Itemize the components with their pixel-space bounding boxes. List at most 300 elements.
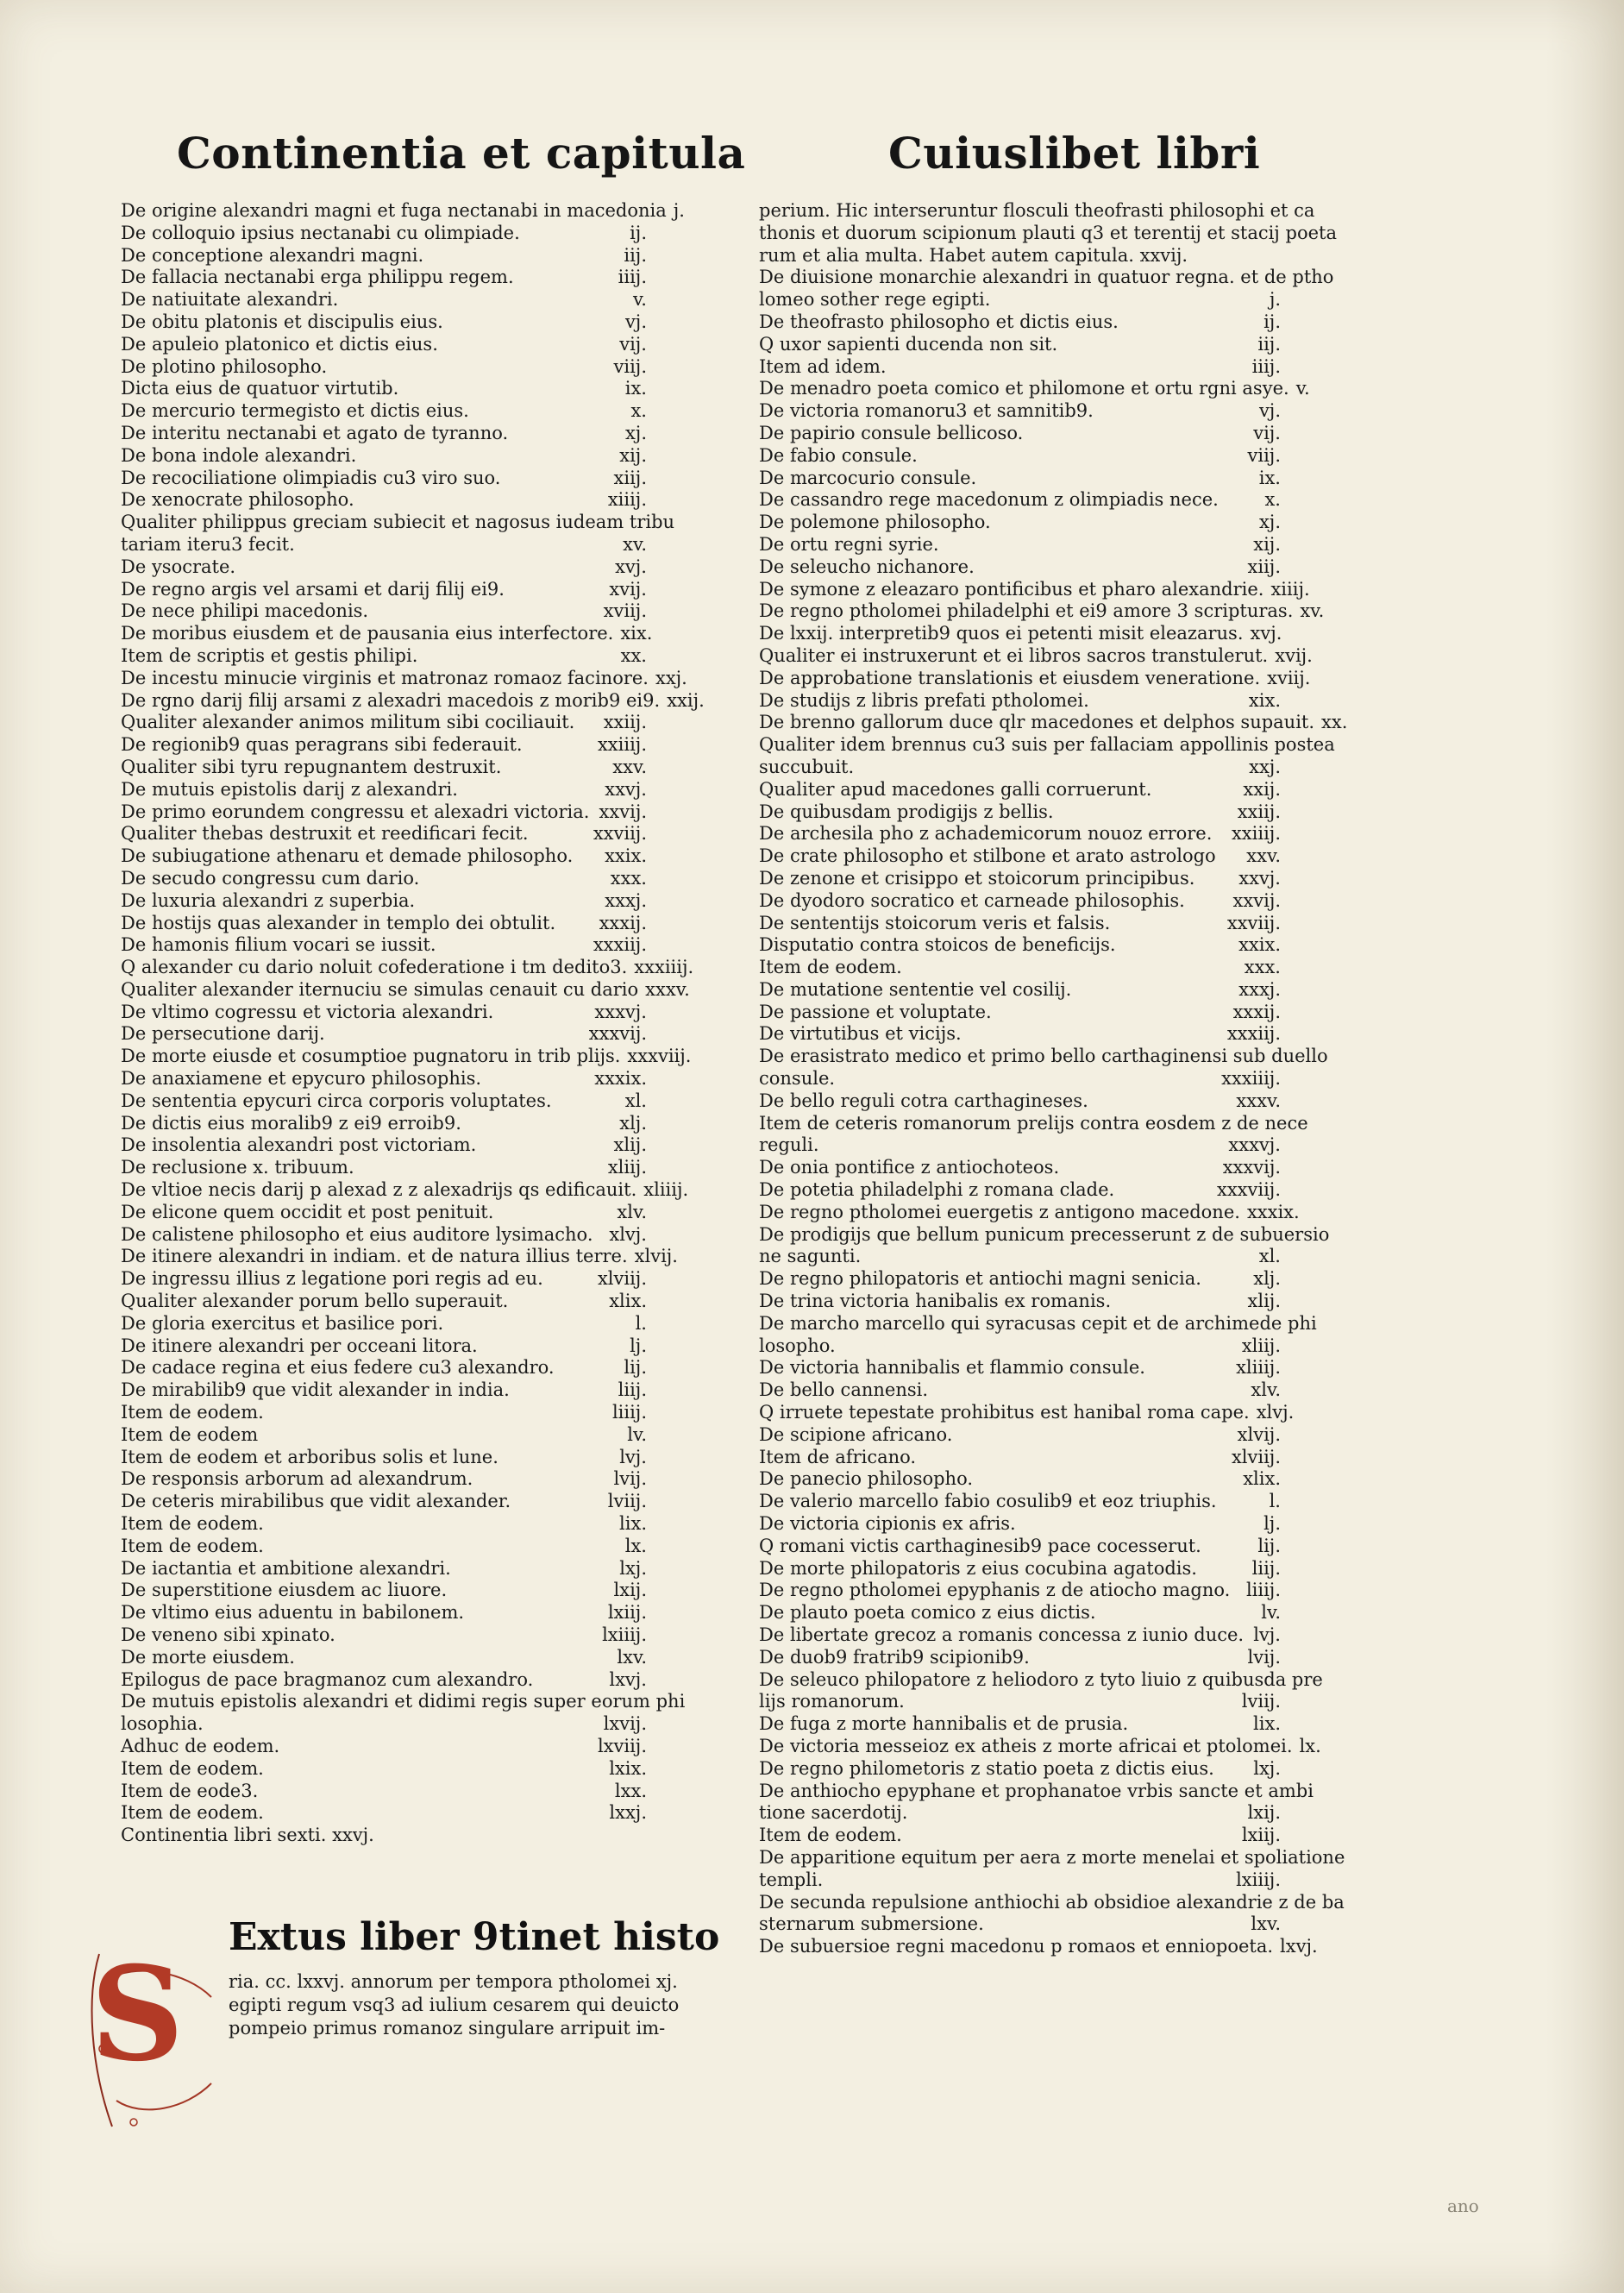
entry-title: De apparitione equitum per aera z morte menelai et spoliatione [759, 1846, 1345, 1868]
entry-title: De itinere alexandri per occeani litora. [121, 1335, 478, 1356]
entry-number: xxxviij. [627, 1046, 692, 1067]
contents-entry [759, 512, 1281, 534]
contents-entry [121, 1202, 647, 1224]
incipit-text [229, 1970, 720, 2040]
contents-entry [759, 644, 1313, 668]
contents-entry [759, 1891, 1345, 1914]
contents-entry [759, 1536, 1281, 1558]
entry-number: xix. [620, 623, 653, 644]
entry-title: Item de eodem [121, 1423, 259, 1445]
entry-title: Q irruete tepestate prohibitus est hanibal roma cape. [759, 1402, 1250, 1423]
contents-entry [121, 757, 647, 779]
entry-title: De mutatione sententie vel cosilij. [759, 978, 1072, 1000]
entry-number [1335, 734, 1342, 757]
contents-column-left [121, 200, 705, 1847]
entry-number [640, 1825, 647, 1847]
entry-title: De recociliatione olimpiadis cu3 viro suo. [121, 467, 501, 488]
entry-title: De subiugatione athenaru et demade philosopho. [121, 845, 574, 867]
entry-number: lxv. [617, 1646, 647, 1668]
decorated-initial [82, 1938, 233, 2118]
entry-title: templi. [759, 1869, 824, 1890]
entry-title: De ceteris mirabilibus que vidit alexander. [121, 1491, 511, 1512]
contents-entry [121, 1113, 647, 1135]
contents-entry [759, 200, 1315, 223]
entry-number: xxix. [605, 845, 647, 867]
entry-number: xxxv. [1236, 1090, 1281, 1111]
entry-title: De itinere alexandri in indiam. et de natura illius terre. [121, 1246, 628, 1267]
entry-number: xxxiij. [1226, 1023, 1281, 1045]
entry-number: xl. [624, 1090, 647, 1111]
entry-number: j. [1269, 289, 1281, 311]
entry-number: xxxiij. [593, 934, 647, 956]
entry-title: De luxuria alexandri z superbia. [121, 889, 416, 911]
entry-number: iiij. [1251, 355, 1281, 377]
contents-entry [121, 689, 705, 713]
entry-number: xviij. [603, 600, 647, 622]
entry-title: De archesila pho z achademicorum nouoz errore. [759, 823, 1213, 845]
entry-title: losophia. [121, 1713, 204, 1735]
entry-number: lvj. [1253, 1624, 1281, 1645]
contents-entry [759, 400, 1281, 423]
entry-number: xj. [1258, 512, 1281, 533]
entry-number: xxxiiij. [1221, 1068, 1281, 1090]
entry-number: x. [1264, 489, 1281, 511]
contents-entry [121, 734, 647, 757]
initial-letter: S [91, 1938, 185, 2090]
contents-entry [121, 1468, 647, 1491]
contents-entry [121, 1313, 647, 1335]
contents-entry [759, 468, 1281, 490]
contents-entry [759, 356, 1281, 379]
entry-number: lvij. [613, 1468, 647, 1490]
entry-number [1317, 1313, 1324, 1335]
entry-title: Item de eodem. [121, 1802, 264, 1824]
contents-entry [121, 1046, 692, 1068]
entry-number: liiij. [1245, 1580, 1281, 1601]
contents-entry [121, 1758, 647, 1781]
entry-number: xiij. [613, 467, 647, 488]
contents-entry [759, 757, 1281, 779]
entry-title: De superstitione eiusdem ac liuore. [121, 1580, 448, 1601]
entry-title: De vltimo cogressu et victoria alexandri. [121, 1001, 494, 1022]
contents-entry [121, 1134, 647, 1157]
contents-entry [121, 1379, 647, 1402]
entry-number: lviij. [1241, 1691, 1281, 1712]
contents-entry [121, 957, 694, 979]
entry-number: lxxj. [609, 1802, 647, 1824]
contents-entry [121, 400, 647, 423]
entry-number [1314, 200, 1321, 223]
entry-title: De ysocrate. [121, 556, 236, 577]
entry-title: Item de ceteris romanorum prelijs contra eosdem z de nece [759, 1112, 1308, 1134]
entry-number: xlij. [613, 1134, 647, 1156]
entry-title: De quibusdam prodigijs z bellis. [759, 801, 1054, 822]
entry-title: De veneno sibi xpinato. [121, 1624, 335, 1645]
entry-title: De symone z eleazaro pontificibus et pharo alexandrie. [759, 578, 1264, 600]
entry-number: xix. [1248, 689, 1281, 711]
entry-title: De mercurio termegisto et dictis eius. [121, 400, 469, 422]
entry-number: xxxix. [594, 1068, 647, 1090]
contents-entry [759, 1780, 1314, 1803]
entry-title: Qualiter alexander iternuciu se simulas cenauit cu dario [121, 978, 639, 1000]
entry-number [674, 512, 681, 534]
incipit-title: Extus liber 9tinet histo [229, 1915, 720, 1959]
contents-entry [121, 579, 647, 601]
entry-title: De persecutione darij. [121, 1023, 325, 1045]
entry-number: lxiij. [607, 1602, 647, 1624]
entry-title: De incestu minucie virginis et matronaz romaoz facinore. [121, 667, 649, 688]
entry-title: De erasistrato medico et primo bello carthaginensi sub duello [759, 1046, 1328, 1067]
contents-entry [759, 1735, 1321, 1758]
contents-entry [121, 556, 647, 579]
entry-title: De potetia philadelphi z romana clade. [759, 1179, 1115, 1201]
contents-entry [759, 712, 1348, 734]
entry-number: xxx. [610, 867, 647, 889]
contents-entry [759, 311, 1281, 334]
entry-title: perium. Hic interseruntur flosculi theofrasti philosophi et ca [759, 200, 1315, 221]
contents-entry [121, 1424, 647, 1447]
contents-entry [759, 423, 1281, 445]
contents-entry [121, 1447, 647, 1469]
entry-number: lxviij. [597, 1735, 647, 1756]
contents-entry [759, 1402, 1295, 1424]
entry-number: xxxvj. [1228, 1134, 1281, 1156]
entry-number: xxxij. [1232, 1001, 1281, 1022]
entry-number: lxj. [619, 1557, 647, 1579]
entry-title: Q romani victis carthaginesib9 pace cocesserut. [759, 1535, 1201, 1556]
entry-title: De secunda repulsione anthiochi ab obsidioe alexandrie z de ba [759, 1891, 1345, 1913]
entry-title: De sententia epycuri circa corporis voluptates. [121, 1090, 552, 1111]
entry-title: De secudo congressu cum dario. [121, 867, 420, 889]
entry-number: xvj. [615, 556, 647, 577]
entry-title: Qualiter thebas destruxit et reedificari fecit. [121, 823, 529, 845]
contents-entry [759, 1825, 1281, 1847]
contents-entry [121, 1669, 647, 1692]
incipit-block [82, 1898, 720, 2131]
entry-title: succubuit. [759, 756, 855, 777]
entry-number: xlv. [617, 1201, 647, 1222]
entry-title: De virtutibus et vicijs. [759, 1023, 962, 1045]
entry-title: De responsis arborum ad alexandrum. [121, 1468, 473, 1490]
contents-column-right [759, 200, 1348, 1958]
contents-entry [759, 868, 1281, 890]
entry-title: Item de eodem. [121, 1513, 264, 1535]
contents-entry [121, 200, 685, 223]
entry-title: De vltioe necis darij p alexad z z alexadrijs qs edificauit. [121, 1179, 637, 1201]
entry-title: De crate philosopho et stilbone et arato astrologo [759, 845, 1216, 867]
entry-number [1337, 223, 1344, 245]
entry-title: De primo eorundem congressu et alexadri victoria. [121, 801, 590, 822]
entry-title: ne sagunti. [759, 1246, 862, 1267]
contents-entry [121, 645, 647, 668]
contents-entry [759, 267, 1334, 289]
entry-title: De insolentia alexandri post victoriam. [121, 1134, 477, 1156]
entry-number: xiiij. [1270, 578, 1310, 600]
contents-entry [759, 1468, 1281, 1491]
entry-number: ix. [1258, 467, 1281, 488]
entry-title: lomeo sother rege egipti. [759, 289, 991, 311]
entry-title: Item de africano. [759, 1446, 917, 1467]
contents-entry [759, 289, 1281, 311]
entry-number: v. [632, 289, 647, 311]
entry-number: xij. [1253, 533, 1281, 555]
contents-entry [121, 289, 647, 311]
contents-entry [759, 489, 1281, 512]
entry-title: De morte eiusdem. [121, 1646, 295, 1668]
entry-title: rum et alia multa. Habet autem capitula. xxvij. [759, 244, 1188, 266]
entry-number: xx. [620, 644, 647, 666]
entry-title: De calistene philosopho et eius auditore lysimacho. [121, 1223, 593, 1245]
contents-entry [121, 1736, 647, 1758]
entry-title: De rgno darij filij arsami z alexadri macedois z morib9 ei9. [121, 689, 661, 711]
entry-number: xxxj. [1238, 978, 1281, 1000]
entry-number: viij. [613, 355, 647, 377]
contents-entry [121, 334, 647, 356]
entry-title: De sententijs stoicorum veris et falsis. [759, 912, 1111, 933]
entry-title: De theofrasto philosopho et dictis eius. [759, 311, 1119, 332]
entry-title: Qualiter alexander porum bello superauit. [121, 1291, 509, 1312]
contents-entry [121, 667, 687, 690]
entry-title: De anaxiamene et epycuro philosophis. [121, 1068, 482, 1090]
contents-entry [121, 1825, 647, 1847]
entry-title: tione sacerdotij. [759, 1802, 908, 1824]
entry-title: Dicta eius de quatuor virtutib. [121, 378, 399, 399]
contents-entry [759, 1002, 1281, 1024]
contents-entry [121, 934, 647, 957]
entry-number: xl. [1258, 1246, 1281, 1267]
entry-number: liiij. [611, 1402, 647, 1423]
entry-title: Item de eode3. [121, 1780, 259, 1801]
contents-entry [121, 1090, 647, 1113]
contents-entry [759, 1201, 1300, 1224]
entry-title: De regno ptholomei epyphanis z de atiocho magno. [759, 1580, 1231, 1601]
contents-entry [121, 1558, 647, 1580]
entry-number: xxviij. [593, 823, 647, 845]
contents-entry [121, 1536, 647, 1558]
contents-entry [759, 1558, 1281, 1580]
entry-number: lij. [624, 1357, 647, 1379]
contents-entry [759, 667, 1311, 690]
entry-number: lij. [1257, 1535, 1281, 1556]
entry-number: iij. [1257, 333, 1281, 355]
entry-number: lviij. [607, 1491, 647, 1512]
contents-entry [121, 801, 647, 824]
entry-number: lxij. [613, 1580, 647, 1601]
contents-entry [121, 600, 647, 623]
contents-entry [759, 1691, 1281, 1713]
contents-entry [121, 1491, 647, 1513]
entry-number: lxvj. [609, 1668, 647, 1690]
entry-title: De fuga z morte hannibalis et de prusia. [759, 1713, 1129, 1735]
entry-number: xv. [623, 533, 647, 555]
entry-number [685, 1691, 692, 1713]
entry-title: De natiuitate alexandri. [121, 289, 339, 311]
contents-entry [759, 979, 1281, 1002]
entry-number: l. [635, 1312, 647, 1334]
contents-entry [759, 934, 1281, 957]
entry-title: Continentia libri sexti. xxvj. [121, 1825, 374, 1846]
entry-number: lxiiij. [1236, 1869, 1281, 1890]
contents-entry [759, 890, 1281, 913]
entry-title: De moribus eiusdem et de pausania eius interfectore. [121, 623, 614, 644]
entry-number: xxiiij. [597, 734, 647, 756]
entry-number: xxj. [1249, 756, 1281, 777]
entry-title: De regno philometoris z statio poeta z dictis eius. [759, 1757, 1214, 1779]
contents-entry [759, 1913, 1281, 1936]
contents-entry [759, 1713, 1281, 1736]
entry-number: xlviij. [597, 1268, 647, 1290]
entry-number: xvij. [1275, 644, 1313, 666]
entry-number: ix. [624, 378, 647, 399]
entry-number: xxv. [1246, 845, 1281, 867]
entry-title: De plotino philosopho. [121, 355, 328, 377]
contents-entry [121, 978, 690, 1002]
entry-number: xxxij. [599, 912, 647, 933]
entry-number: xliiij. [643, 1179, 689, 1201]
entry-number: xlviij. [1231, 1446, 1281, 1467]
entry-number: lx. [624, 1535, 647, 1556]
entry-number: xxvj. [605, 778, 647, 800]
entry-title: Epilogus de pace bragmanoz cum alexandro. [121, 1668, 534, 1690]
entry-title: De diuisione monarchie alexandri in quatuor regna. et de ptho [759, 267, 1334, 288]
entry-number: lxvj. [1280, 1936, 1318, 1957]
contents-entry [759, 734, 1335, 757]
entry-title: Item de eodem et arboribus solis et lune. [121, 1446, 498, 1467]
entry-number: xxvij. [1232, 889, 1281, 911]
contents-entry [759, 1869, 1281, 1892]
entry-number: vj. [1258, 400, 1281, 422]
entry-number: lix. [1253, 1713, 1281, 1735]
entry-number: xx. [1321, 712, 1348, 733]
entry-number: xxix. [1238, 934, 1281, 956]
entry-title: De victoria cipionis ex afris. [759, 1513, 1016, 1535]
pencil-mark: ano [1447, 2196, 1479, 2216]
entry-title: De regno ptholomei euergetis z antigono macedone. [759, 1201, 1240, 1222]
entry-title: Qualiter idem brennus cu3 suis per fallaciam appollinis postea [759, 734, 1335, 756]
entry-title: De duob9 fratrib9 scipionib9. [759, 1646, 1030, 1668]
entry-title: De papirio consule bellicoso. [759, 422, 1024, 443]
entry-title: Adhuc de eodem. [121, 1735, 280, 1756]
entry-title: De xenocrate philosopho. [121, 489, 354, 511]
entry-title: Item de scriptis et gestis philipi. [121, 644, 418, 666]
contents-entry [759, 1312, 1317, 1335]
entry-number: lxiiij. [602, 1624, 647, 1645]
entry-number: lxix. [609, 1757, 647, 1779]
entry-title: Item de eodem. [121, 1757, 264, 1779]
entry-number: xxiij. [1237, 801, 1281, 822]
contents-entry [121, 1291, 647, 1313]
entry-number: lxvij. [603, 1713, 647, 1735]
contents-entry [121, 1402, 647, 1424]
contents-entry [759, 845, 1281, 868]
entry-title: De victoria messeioz ex atheis z morte africai et ptolomei. [759, 1735, 1293, 1756]
contents-entry [759, 1936, 1318, 1958]
entry-number: lv. [627, 1423, 647, 1445]
contents-entry [121, 512, 675, 534]
entry-title: De valerio marcello fabio cosulib9 et eoz triuphis. [759, 1491, 1217, 1512]
entry-number: xxxv. [645, 978, 690, 1000]
entry-title: De brenno gallorum duce qlr macedones et delphos supauit. [759, 712, 1315, 733]
entry-number: lx. [1299, 1735, 1321, 1756]
contents-entry [121, 1357, 647, 1379]
contents-entry [121, 1624, 647, 1647]
entry-number: lv. [1261, 1602, 1281, 1624]
entry-number [1329, 1224, 1336, 1247]
entry-number: xxxj. [605, 889, 647, 911]
contents-entry [121, 779, 647, 801]
entry-title: De origine alexandri magni et fuga nectanabi in macedonia [121, 200, 667, 221]
contents-entry [121, 913, 647, 935]
entry-title: De obitu platonis et discipulis eius. [121, 311, 443, 332]
entry-number: lxij. [1247, 1802, 1281, 1824]
entry-number: lxx. [614, 1780, 647, 1801]
entry-title: Item de eodem. [759, 957, 902, 978]
entry-title: De passione et voluptate. [759, 1001, 992, 1022]
contents-entry [759, 1379, 1281, 1402]
entry-number: lxj. [1253, 1757, 1281, 1779]
contents-entry [121, 1002, 647, 1024]
entry-number: vij. [619, 333, 647, 355]
entry-number: xxj. [655, 667, 687, 688]
entry-number: xxiiij. [1231, 823, 1281, 845]
entry-number: xxxvij. [588, 1023, 647, 1045]
entry-title: thonis et duorum scipionum plauti q3 et terentij et stacij poeta [759, 222, 1337, 243]
entry-title: De victoria hannibalis et flammio consule. [759, 1357, 1145, 1379]
entry-title: Q uxor sapienti ducenda non sit. [759, 333, 1058, 355]
entry-number: v. [1295, 378, 1310, 399]
contents-entry [759, 1291, 1281, 1313]
entry-title: De gloria exercitus et basilice pori. [121, 1312, 444, 1334]
entry-number: lxiij. [1241, 1825, 1281, 1846]
entry-title: De vltimo eius aduentu in babilonem. [121, 1602, 465, 1624]
entry-title: De hostijs quas alexander in templo dei obtulit. [121, 912, 556, 933]
contents-entry [121, 1157, 647, 1179]
entry-number: xxij. [1243, 778, 1281, 800]
contents-entry [121, 245, 647, 267]
entry-title: De trina victoria hanibalis ex romanis. [759, 1291, 1112, 1312]
entry-title: De nece philipi macedonis. [121, 600, 369, 622]
contents-entry [121, 1179, 689, 1202]
entry-title: Qualiter alexander animos militum sibi cociliauit. [121, 712, 575, 733]
entry-title: Qualiter sibi tyru repugnantem destruxit. [121, 756, 502, 777]
contents-entry [759, 222, 1337, 245]
contents-entry [121, 1068, 647, 1090]
entry-title: De seleucho nichanore. [759, 556, 975, 577]
entry-number: xj. [624, 422, 647, 443]
contents-entry [759, 1602, 1281, 1624]
entry-number: xiij. [1247, 556, 1281, 577]
entry-number: xxiij. [603, 712, 647, 733]
contents-entry [759, 623, 1281, 645]
entry-number: xxv. [612, 756, 647, 777]
entry-number: xliij. [1241, 1335, 1281, 1356]
entry-number [1333, 267, 1340, 289]
entry-title: Qualiter ei instruxerunt et ei libros sacros transtulerut. [759, 644, 1269, 666]
contents-entry [759, 1112, 1308, 1135]
entry-number: lj. [630, 1335, 647, 1356]
entry-number [1314, 1781, 1320, 1803]
entry-number: ij. [1263, 311, 1281, 332]
entry-number: xlj. [619, 1112, 647, 1134]
heading-right: Cuiuslibet libri [888, 128, 1261, 179]
contents-entry [121, 1602, 647, 1624]
entry-title: De polemone philosopho. [759, 512, 991, 533]
entry-title: De fallacia nectanabi erga philippu regem. [121, 267, 514, 288]
contents-entry [121, 1781, 647, 1803]
contents-entry [759, 334, 1281, 356]
entry-number: xxxvj. [594, 1001, 647, 1022]
contents-entry [759, 1046, 1328, 1068]
